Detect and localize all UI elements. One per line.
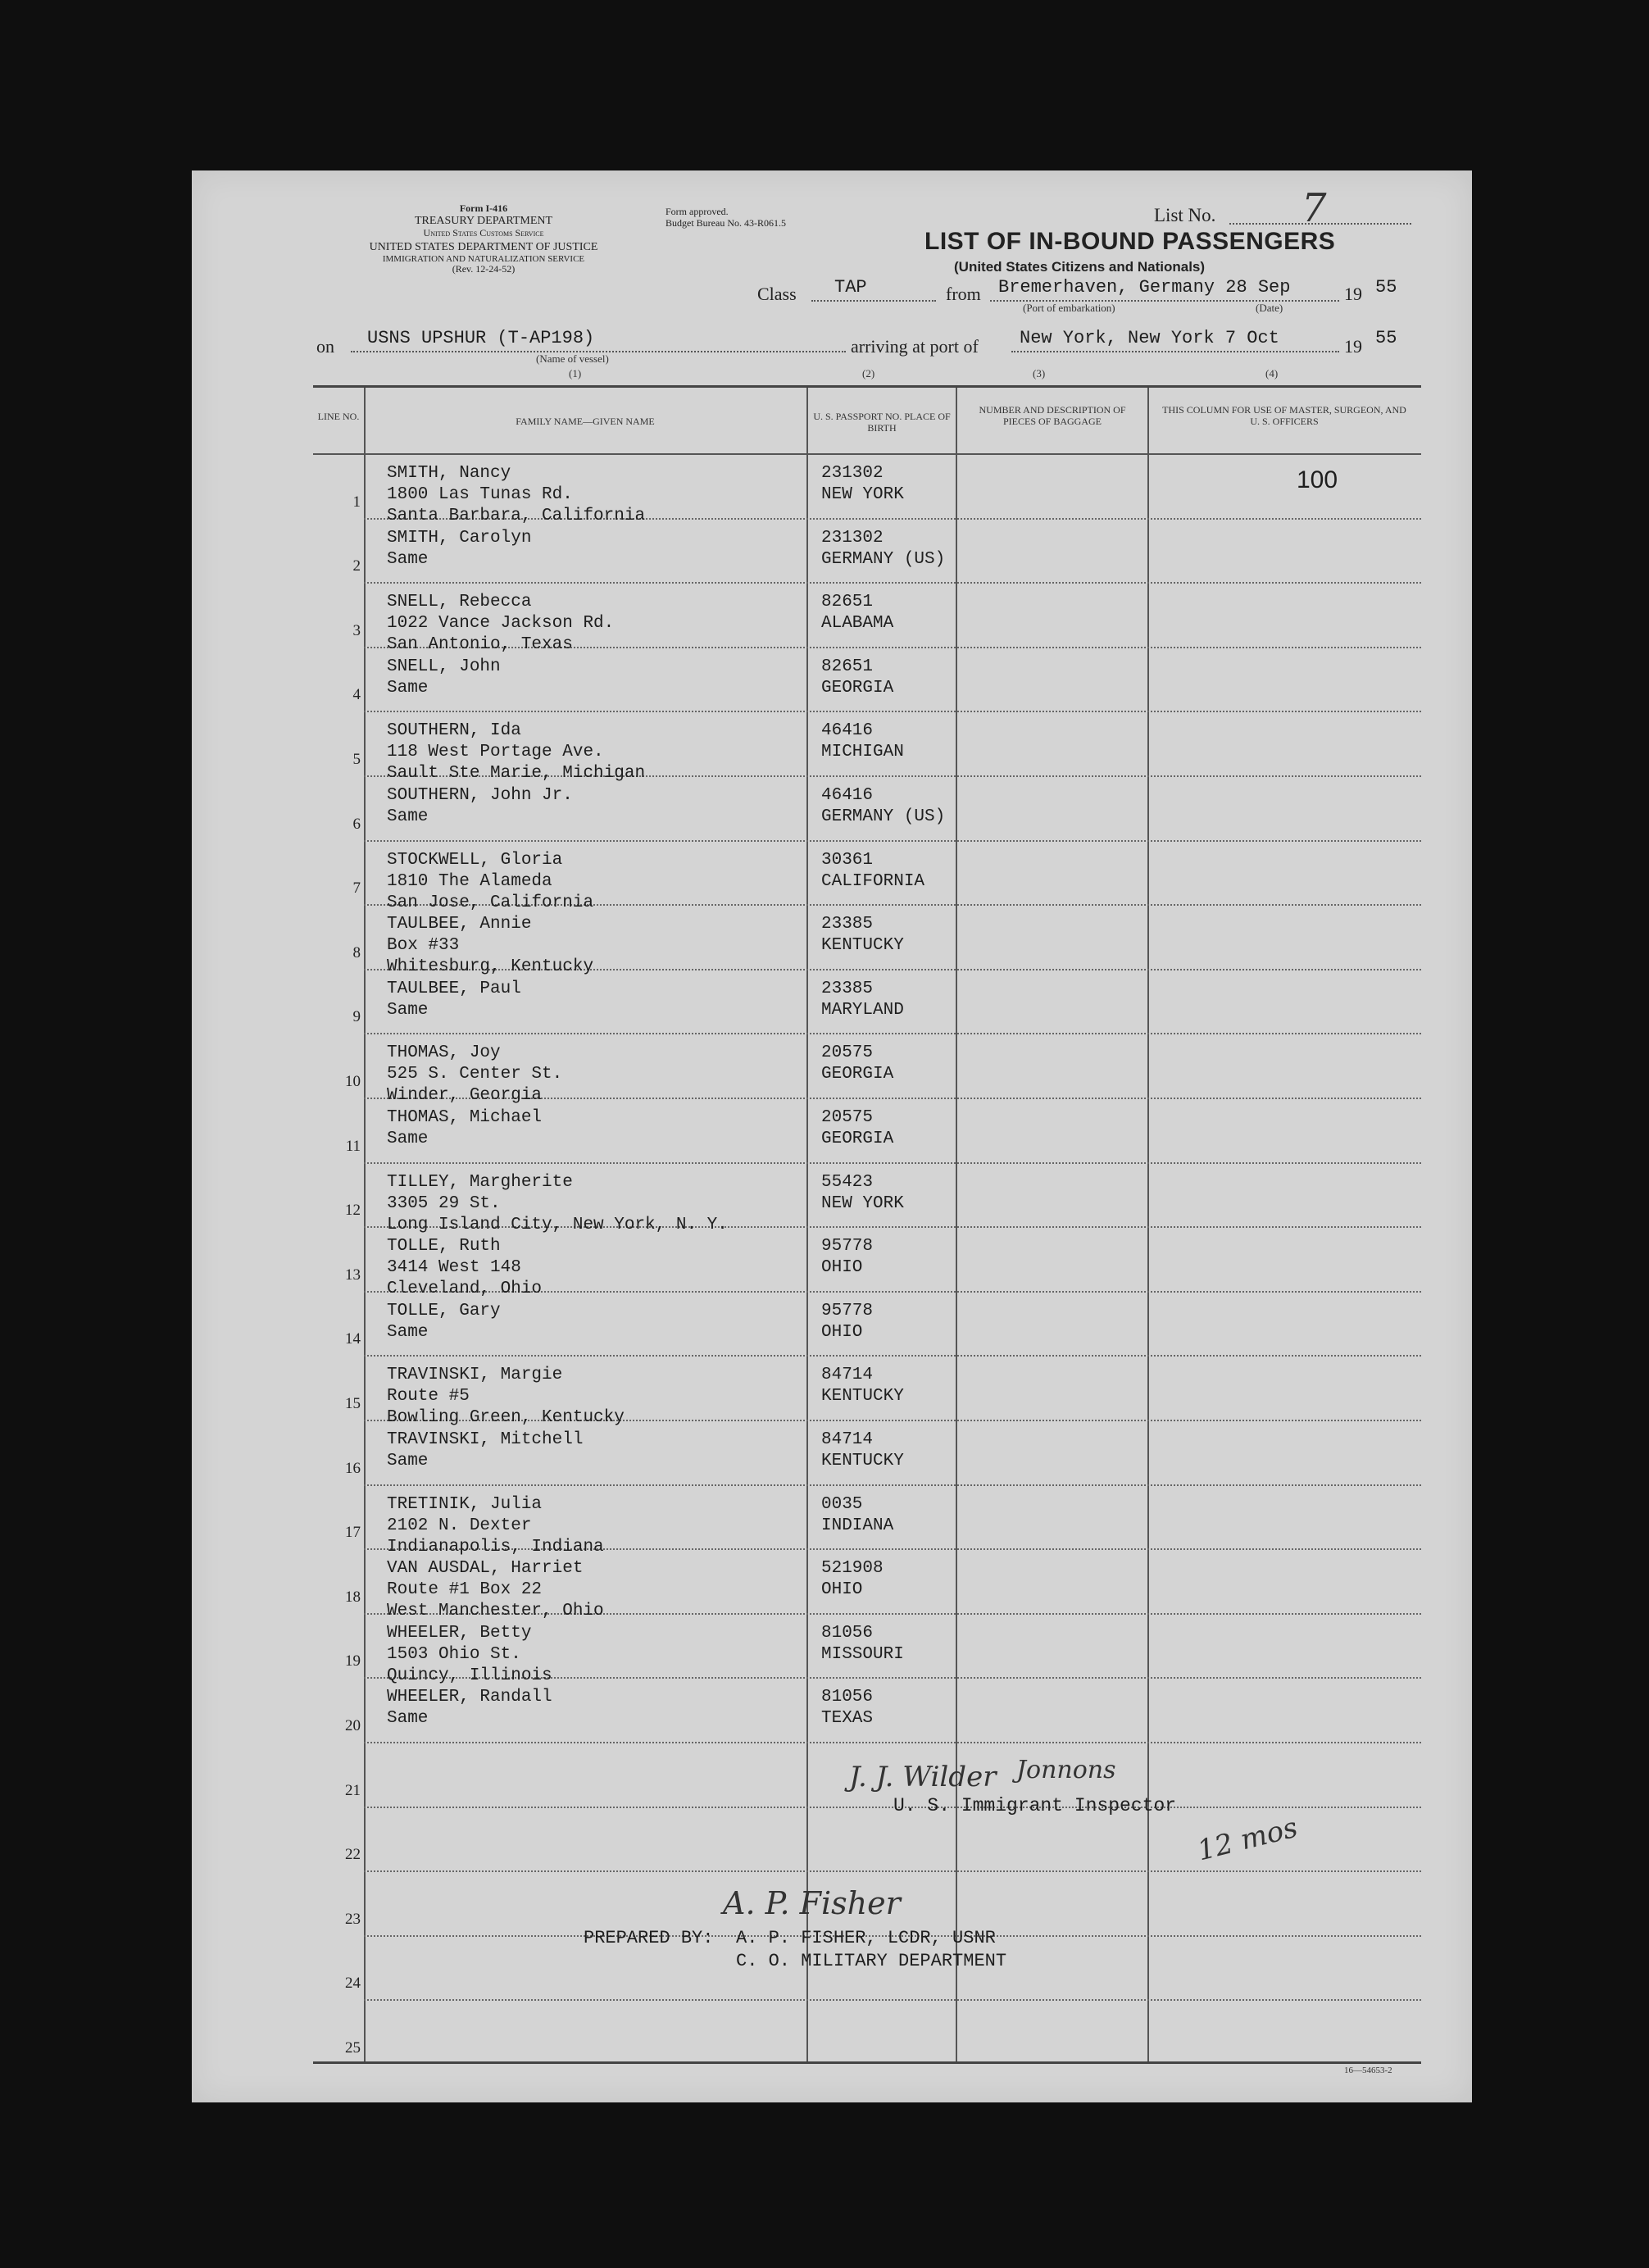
prepared-label: PREPARED BY: [584, 1928, 714, 1948]
passport-number: 95778 [821, 1237, 874, 1257]
line-number: 25 [345, 2039, 361, 2057]
inspector-signature: J. J. Wilder [849, 1761, 997, 1793]
revision: (Rev. 12-24-52) [452, 263, 516, 275]
place-of-birth: MICHIGAN [821, 743, 904, 762]
vessel-caption: (Name of vessel) [536, 352, 609, 365]
col-num-2: (2) [862, 367, 875, 380]
prepared-line2: C. O. MILITARY DEPARTMENT [736, 1951, 1007, 1971]
passenger-name: SOUTHERN, Ida [387, 721, 521, 741]
row-rule [364, 582, 1421, 584]
passenger-address-2: Quincy, Illinois [387, 1666, 552, 1685]
passport-number: 20575 [821, 1108, 874, 1127]
passenger-address-2: Indianapolis, Indiana [387, 1537, 604, 1557]
passport-number: 82651 [821, 657, 874, 676]
place-of-birth: MISSOURI [821, 1644, 904, 1664]
passenger-name: SOUTHERN, John Jr. [387, 786, 573, 805]
row-rule [364, 711, 1421, 712]
passport-number: 30361 [821, 850, 874, 870]
passenger-name: TOLLE, Gary [387, 1301, 501, 1320]
passenger-table [313, 385, 1421, 2064]
line-number: 12 [345, 1202, 361, 1220]
line-number: 15 [345, 1395, 361, 1412]
place-of-birth: TEXAS [821, 1709, 874, 1729]
passenger-name: TAULBEE, Paul [387, 979, 521, 998]
passenger-name: TILLEY, Margherite [387, 1172, 573, 1192]
from-year-prefix: 19 [1344, 284, 1362, 304]
ins-service: IMMIGRATION AND NATURALIZATION SERVICE [382, 253, 585, 264]
passenger-address-1: 1022 Vance Jackson Rd. [387, 614, 615, 634]
place-of-birth: GEORGIA [821, 678, 894, 698]
inspector-annotation: 12 mos [1194, 1811, 1301, 1868]
passenger-name: STOCKWELL, Gloria [387, 850, 563, 870]
passenger-address-1: Same [387, 1709, 429, 1729]
passenger-name: TRAVINSKI, Mitchell [387, 1430, 584, 1449]
passenger-address-1: 2102 N. Dexter [387, 1516, 532, 1535]
passport-number: 0035 [821, 1494, 863, 1514]
treasury-dept: TREASURY DEPARTMENT [414, 214, 553, 227]
col-divider [364, 388, 366, 2061]
passport-number: 84714 [821, 1430, 874, 1449]
line-number: 1 [352, 493, 361, 511]
passenger-name: TAULBEE, Annie [387, 915, 532, 934]
place-of-birth: OHIO [821, 1580, 863, 1600]
line-number: 13 [345, 1266, 361, 1284]
place-of-birth: NEW YORK [821, 1193, 904, 1213]
arr-year-prefix: 19 [1344, 336, 1362, 357]
place-of-birth: OHIO [821, 1322, 863, 1342]
passport-number: 95778 [821, 1301, 874, 1320]
passenger-address-1: 118 West Portage Ave. [387, 743, 604, 762]
passport-number: 82651 [821, 593, 874, 612]
place-of-birth: NEW YORK [821, 485, 904, 504]
passenger-name: SNELL, Rebecca [387, 593, 532, 612]
col-header-line-no: LINE NO. [317, 411, 360, 422]
list-no-value: 7 [1301, 185, 1327, 231]
line-number: 3 [352, 621, 361, 639]
col-header-officers: THIS COLUMN FOR USE OF MASTER, SURGEON, AND U. S. OFFICERS [1162, 404, 1406, 428]
class-value: TAP [834, 277, 867, 298]
row-rule [364, 1742, 1421, 1743]
passport-number: 23385 [821, 915, 874, 934]
place-of-birth: GERMANY (US) [821, 807, 946, 826]
passenger-address-1: Box #33 [387, 936, 460, 956]
arrival-line [1011, 351, 1339, 352]
passenger-address-1: 3414 West 148 [387, 1258, 521, 1278]
passenger-address-2: Bowling Green, Kentucky [387, 1408, 625, 1428]
passport-number: 23385 [821, 979, 874, 998]
list-no-label: List No. [1154, 205, 1216, 225]
passport-number: 84714 [821, 1366, 874, 1385]
passport-number: 20575 [821, 1043, 874, 1063]
from-value: Bremerhaven, Germany 28 Sep [998, 277, 1291, 298]
row-rule [364, 1033, 1421, 1034]
line-number: 18 [345, 1588, 361, 1606]
passport-number: 55423 [821, 1172, 874, 1192]
col-divider [806, 388, 808, 2061]
line-number: 9 [352, 1008, 361, 1026]
header-rule [313, 453, 1421, 455]
passenger-address-1: Same [387, 1322, 429, 1342]
line-number: 16 [345, 1459, 361, 1477]
passenger-address-1: Same [387, 549, 429, 569]
row-rule [364, 1999, 1421, 2001]
place-of-birth: GERMANY (US) [821, 549, 946, 569]
form-number: Form I-416 [459, 202, 508, 214]
col-header-baggage: NUMBER AND DESCRIPTION OF PIECES OF BAGGAGE [979, 404, 1126, 428]
line-number: 22 [345, 1846, 361, 1864]
passenger-name: SNELL, John [387, 657, 501, 676]
passenger-address-1: Same [387, 1452, 429, 1470]
customs-service: United States Customs Service [423, 226, 544, 239]
passenger-address-2: San Antonio, Texas [387, 635, 573, 655]
passport-number: 521908 [821, 1559, 884, 1579]
line-number: 11 [345, 1137, 361, 1155]
passenger-name: TRAVINSKI, Margie [387, 1366, 563, 1385]
passport-number: 46416 [821, 721, 874, 741]
officer-count: 100 [1297, 466, 1338, 493]
passenger-address-1: 1503 Ohio St. [387, 1644, 521, 1664]
passenger-address-2: Whitesburg, Kentucky [387, 957, 594, 977]
passenger-address-1: Same [387, 1000, 429, 1020]
inspector-hand-note: Jonnons [1016, 1756, 1116, 1784]
place-of-birth: GEORGIA [821, 1129, 894, 1148]
place-of-birth: CALIFORNIA [821, 871, 925, 891]
place-of-birth: INDIANA [821, 1516, 894, 1535]
vessel-name: USNS UPSHUR (T-AP198) [367, 328, 595, 348]
page-subtitle: (United States Citizens and Nationals) [954, 259, 1206, 275]
passenger-name: WHEELER, Betty [387, 1623, 532, 1643]
passport-number: 46416 [821, 786, 874, 805]
col-num-4: (4) [1265, 367, 1279, 380]
row-rule [364, 1484, 1421, 1486]
class-line [811, 300, 936, 302]
footer-code: 16—54653-2 [1344, 2066, 1392, 2075]
arr-year: 55 [1375, 328, 1397, 348]
line-number: 19 [345, 1652, 361, 1670]
passenger-address-2: Cleveland, Ohio [387, 1279, 543, 1299]
passenger-address-2: Winder, Georgia [387, 1086, 543, 1106]
place-of-birth: MARYLAND [821, 1000, 904, 1020]
passenger-name: TRETINIK, Julia [387, 1494, 543, 1514]
passport-number: 81056 [821, 1623, 874, 1643]
form-agency-block [303, 203, 664, 275]
line-number: 10 [345, 1073, 361, 1090]
port-embarkation-caption: (Port of embarkation) [1023, 302, 1115, 314]
passenger-name: TOLLE, Ruth [387, 1237, 501, 1257]
passenger-address-2: Santa Barbara, California [387, 507, 646, 525]
prepared-line1: A. P. FISHER, LCDR, USNR [736, 1928, 996, 1948]
passport-number: 231302 [821, 464, 884, 483]
passenger-name: VAN AUSDAL, Harriet [387, 1559, 584, 1579]
passenger-name: SMITH, Nancy [387, 464, 511, 483]
on-label: on [316, 336, 334, 357]
passenger-address-1: Route #5 [387, 1387, 470, 1407]
place-of-birth: KENTUCKY [821, 1387, 904, 1407]
passenger-name: SMITH, Carolyn [387, 528, 532, 548]
row-rule [364, 1870, 1421, 1872]
row-rule [364, 1807, 1421, 1808]
line-number: 17 [345, 1524, 361, 1542]
passenger-address-1: 1810 The Alameda [387, 871, 552, 891]
line-number: 6 [352, 815, 361, 833]
place-of-birth: KENTUCKY [821, 936, 904, 956]
passport-number: 81056 [821, 1688, 874, 1707]
passenger-address-1: Route #1 Box 22 [387, 1580, 543, 1600]
line-number: 21 [345, 1781, 361, 1799]
place-of-birth: OHIO [821, 1258, 863, 1278]
row-rule [364, 1355, 1421, 1357]
class-label: Class [757, 284, 797, 304]
date-caption: (Date) [1256, 302, 1283, 314]
line-number: 20 [345, 1717, 361, 1734]
preparer-signature: A. P. Fisher [723, 1885, 901, 1921]
line-number: 4 [352, 686, 361, 704]
line-number: 5 [352, 751, 361, 768]
passenger-address-1: 3305 29 St. [387, 1193, 501, 1213]
col-header-passport: U. S. PASSPORT NO. PLACE OF BIRTH [813, 411, 951, 434]
line-number: 14 [345, 1330, 361, 1348]
place-of-birth: GEORGIA [821, 1065, 894, 1084]
col-header-name: FAMILY NAME—GIVEN NAME [516, 416, 655, 427]
passenger-address-1: 525 S. Center St. [387, 1065, 563, 1084]
passenger-address-2: Long Island City, New York, N. Y. [387, 1215, 728, 1234]
row-rule [364, 1162, 1421, 1164]
from-year: 55 [1375, 277, 1397, 298]
passenger-address-2: Sault Ste Marie, Michigan [387, 764, 646, 784]
place-of-birth: ALABAMA [821, 614, 894, 634]
arriving-label: arriving at port of [851, 336, 979, 357]
passenger-name: THOMAS, Michael [387, 1108, 543, 1127]
form-approved-text: Form approved. [666, 206, 729, 217]
from-label: from [946, 284, 981, 304]
row-rule [364, 840, 1421, 842]
passenger-address-2: West Manchester, Ohio [387, 1602, 604, 1621]
passenger-address-1: Same [387, 678, 429, 698]
vessel-col-num: (1) [569, 367, 582, 380]
passenger-address-1: Same [387, 807, 429, 826]
passenger-name: THOMAS, Joy [387, 1043, 501, 1063]
form-approval [666, 207, 786, 230]
line-number: 24 [345, 1975, 361, 1993]
passenger-name: WHEELER, Randall [387, 1688, 552, 1707]
budget-bureau: Budget Bureau No. 43-R061.5 [666, 216, 786, 229]
col-num-3: (3) [1033, 367, 1046, 380]
passenger-address-1: Same [387, 1129, 429, 1148]
line-number: 2 [352, 557, 361, 575]
line-number: 7 [352, 879, 361, 898]
inspector-title: U. S. Immigrant Inspector [893, 1795, 1177, 1816]
arrival-port: New York, New York 7 Oct [1020, 328, 1279, 348]
passenger-address-1: 1800 Las Tunas Rd. [387, 485, 573, 504]
place-of-birth: KENTUCKY [821, 1452, 904, 1470]
line-number: 8 [352, 943, 361, 961]
passenger-address-2: San Jose, California [387, 893, 594, 912]
justice-dept: UNITED STATES DEPARTMENT OF JUSTICE [369, 240, 598, 253]
line-number: 23 [345, 1910, 361, 1928]
page-title: LIST OF IN-BOUND PASSENGERS [924, 228, 1336, 255]
passport-number: 231302 [821, 528, 884, 548]
